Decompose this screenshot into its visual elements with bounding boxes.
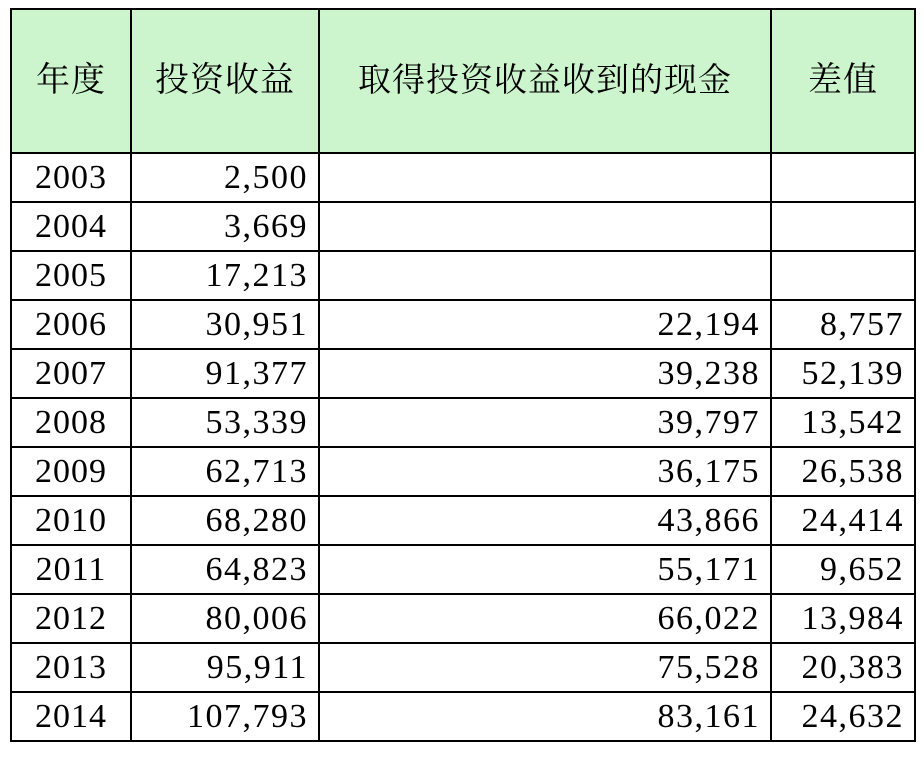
cell-difference: 24,632 [771,692,915,741]
cell-investment-income: 30,951 [131,300,319,349]
cell-year: 2008 [11,398,131,447]
table-row [11,496,915,545]
table-row [11,349,915,398]
cell-difference: 8,757 [771,300,915,349]
cell-year: 2014 [11,692,131,741]
cell-difference: 20,383 [771,643,915,692]
cell-cash-received: 39,797 [319,398,771,447]
investment-income-table [10,8,916,742]
cell-year: 2003 [11,153,131,202]
table-row [11,153,915,202]
cell-investment-income: 64,823 [131,545,319,594]
cell-year: 2011 [11,545,131,594]
cell-investment-income: 107,793 [131,692,319,741]
cell-investment-income: 95,911 [131,643,319,692]
column-header-investment-income: 投资收益 [131,9,319,153]
table-row [11,692,915,741]
table-row [11,202,915,251]
cell-investment-income: 3,669 [131,202,319,251]
cell-cash-received: 39,238 [319,349,771,398]
table-row [11,300,915,349]
table-row [11,594,915,643]
cell-cash-received: 55,171 [319,545,771,594]
cell-cash-received: 36,175 [319,447,771,496]
cell-cash-received: 83,161 [319,692,771,741]
cell-cash-received: 43,866 [319,496,771,545]
table-header-row [11,9,915,153]
cell-difference: 26,538 [771,447,915,496]
column-header-cash-received: 取得投资收益收到的现金 [319,9,771,153]
cell-difference: 52,139 [771,349,915,398]
cell-investment-income: 17,213 [131,251,319,300]
table-row [11,398,915,447]
cell-difference [771,251,915,300]
cell-investment-income: 80,006 [131,594,319,643]
cell-difference: 9,652 [771,545,915,594]
cell-year: 2004 [11,202,131,251]
cell-investment-income: 68,280 [131,496,319,545]
cell-investment-income: 2,500 [131,153,319,202]
cell-difference [771,202,915,251]
cell-investment-income: 62,713 [131,447,319,496]
cell-year: 2010 [11,496,131,545]
cell-difference: 13,984 [771,594,915,643]
cell-cash-received [319,251,771,300]
cell-year: 2005 [11,251,131,300]
cell-cash-received: 22,194 [319,300,771,349]
cell-cash-received [319,202,771,251]
table-row [11,545,915,594]
cell-investment-income: 53,339 [131,398,319,447]
cell-difference [771,153,915,202]
table-row [11,447,915,496]
cell-year: 2009 [11,447,131,496]
cell-year: 2007 [11,349,131,398]
cell-investment-income: 91,377 [131,349,319,398]
cell-year: 2006 [11,300,131,349]
cell-cash-received: 75,528 [319,643,771,692]
cell-year: 2012 [11,594,131,643]
cell-cash-received: 66,022 [319,594,771,643]
cell-difference: 13,542 [771,398,915,447]
column-header-year: 年度 [11,9,131,153]
table-row [11,643,915,692]
cell-year: 2013 [11,643,131,692]
table-row [11,251,915,300]
cell-difference: 24,414 [771,496,915,545]
column-header-difference: 差值 [771,9,915,153]
cell-cash-received [319,153,771,202]
